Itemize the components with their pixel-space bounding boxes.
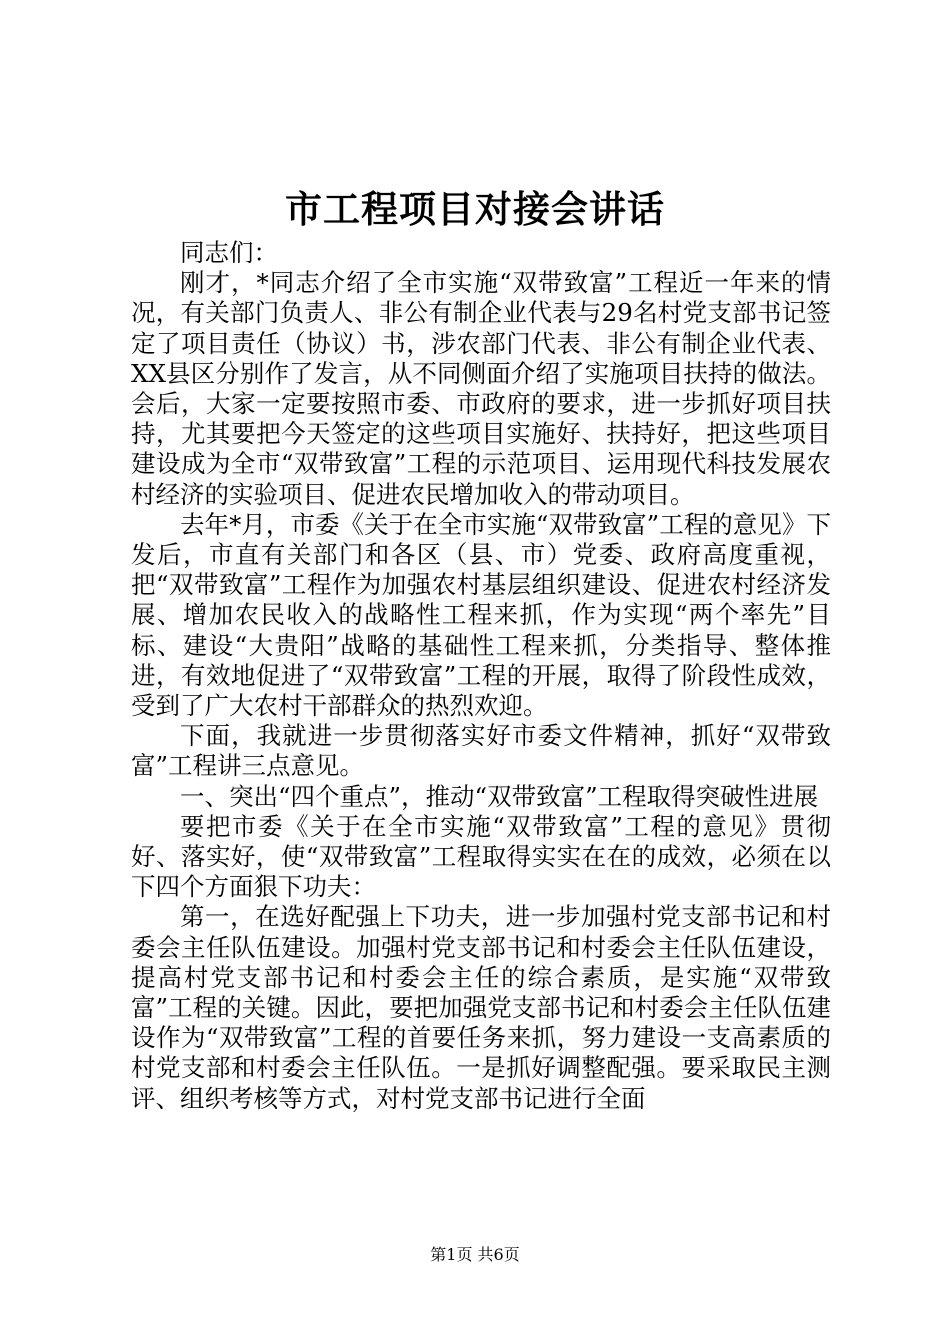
body-paragraph: 要把市委《关于在全市实施“双带致富”工程的意见》贯彻好、落实好，使“双带致富”工程取得实实在在的成效，必须在以下四个方面狠下功夫： <box>131 811 831 902</box>
body-paragraph: 下面，我就进一步贯彻落实好市委文件精神，抓好“双带致富”工程讲三点意见。 <box>131 721 831 781</box>
document-body <box>131 238 831 1114</box>
body-paragraph: 去年*月，市委《关于在全市实施“双带致富”工程的意见》下发后，市直有关部门和各区（县、市）党委、政府高度重视，把“双带致富”工程作为加强农村基层组织建设、促进农村经济发展、增加农民收入的战略性工程来抓，作为实现“两个率先”目标、建设“大贵阳”战略的基础性工程来抓，分类指导、整体推进，有效地促进了“双带致富”工程的开展，取得了阶段性成效，受到了广大农村干部群众的热烈欢迎。 <box>131 509 831 721</box>
body-paragraph: 刚才，*同志介绍了全市实施“双带致富”工程近一年来的情况，有关部门负责人、非公有制企业代表与29名村党支部书记签定了项目责任（协议）书，涉农部门代表、非公有制企业代表、XX县区分别作了发言，从不同侧面介绍了实施项目扶持的做法。会后，大家一定要按照市委、市政府的要求，进一步抓好项目扶持，尤其要把今天签定的这些项目实施好、扶持好，把这些项目建设成为全市“双带致富”工程的示范项目、运用现代科技发展农村经济的实验项目、促进农民增加收入的带动项目。 <box>131 268 831 509</box>
section-heading: 一、突出“四个重点”，推动“双带致富”工程取得突破性进展 <box>180 781 819 811</box>
page-number-footer: 第1页 共6页 <box>430 1245 520 1264</box>
document-title: 市工程项目对接会讲话 <box>285 187 665 231</box>
salutation-paragraph: 同志们： <box>180 238 278 267</box>
body-paragraph: 第一，在选好配强上下功夫，进一步加强村党支部书记和村委会主任队伍建设。加强村党支部书记和村委会主任队伍建设，提高村党支部书记和村委会主任的综合素质，是实施“双带致富”工程的关键。因此，要把加强党支部书记和村委会主任队伍建设作为“双带致富”工程的首要任务来抓，努力建设一支高素质的村党支部和村委会主任队伍。一是抓好调整配强。要采取民主测评、组织考核等方式，对村党支部书记进行全面 <box>131 902 831 1113</box>
